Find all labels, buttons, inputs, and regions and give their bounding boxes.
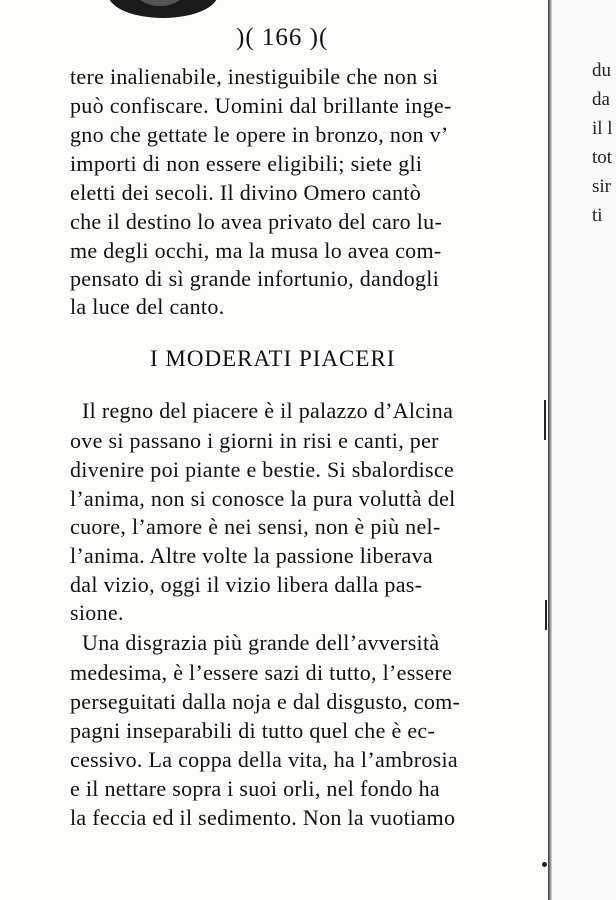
text-line: perseguitati dalla noja e dal disgusto, com- [70,689,461,714]
text-line: la feccia ed il sedimento. Non la vuotiamo [70,805,456,830]
text-line: Il regno del piacere è il palazzo d’Alcina [82,398,454,423]
page-number: )( 166 )( [236,24,329,51]
text-line: l’anima, non si conosce la pura voluttà del [70,486,456,511]
text-line: l’anima. Altre volte la passione liberava [70,543,433,568]
margin-mark [545,600,547,630]
facing-text-fragment: du [592,60,611,81]
facing-text-fragment: da [592,89,610,110]
text-line: medesima, è l’essere sazi di tutto, l’essere [70,660,453,685]
text-line: eletti dei secoli. Il divino Omero cantò [70,180,422,205]
margin-mark [544,400,546,440]
facing-text-fragment: sir [592,176,611,197]
section-title: I MODERATI PIACERI [150,346,396,371]
text-line: divenire poi piante e bestie. Si sbalordisce [70,457,455,482]
text-line: importi di non essere eligibili; siete gli [70,151,423,176]
text-line: cuore, l’amore è nei sensi, non è più nel- [70,514,441,539]
text-line: può confiscare. Uomini dal brillante inge- [70,93,452,118]
facing-text-fragment: tot [592,147,613,168]
text-line: e il nettare sopra i suoi orli, nel fondo ha [70,776,440,801]
text-line: dal vizio, oggi il vizio libera dalla pas- [70,572,423,597]
text-line: me degli occhi, ma la musa lo avea com- [70,238,442,263]
text-line: pensato di sì grande infortunio, dandogli [70,266,440,291]
right-page-edge [552,0,616,900]
text-line: sione. [70,600,124,625]
text-line: pagni inseparabili di tutto quel che è ec- [70,718,436,743]
text-line: ove si passano i giorni in risi e canti, per [70,428,439,453]
text-line: gno che gettate le opere in bronzo, non v’ [70,122,449,147]
facing-text-fragment: il l [592,118,613,139]
margin-mark [542,862,547,867]
text-line: tere inalienabile, inestiguibile che non si [70,64,439,89]
text-line: Una disgrazia più grande dell’avversità [82,630,440,655]
text-line: la luce del canto. [70,294,225,319]
text-line: cessivo. La coppa della vita, ha l’ambrosia [70,747,458,772]
facing-text-fragment: ti [592,205,603,226]
text-line: che il destino lo avea privato del caro lu- [70,209,443,234]
